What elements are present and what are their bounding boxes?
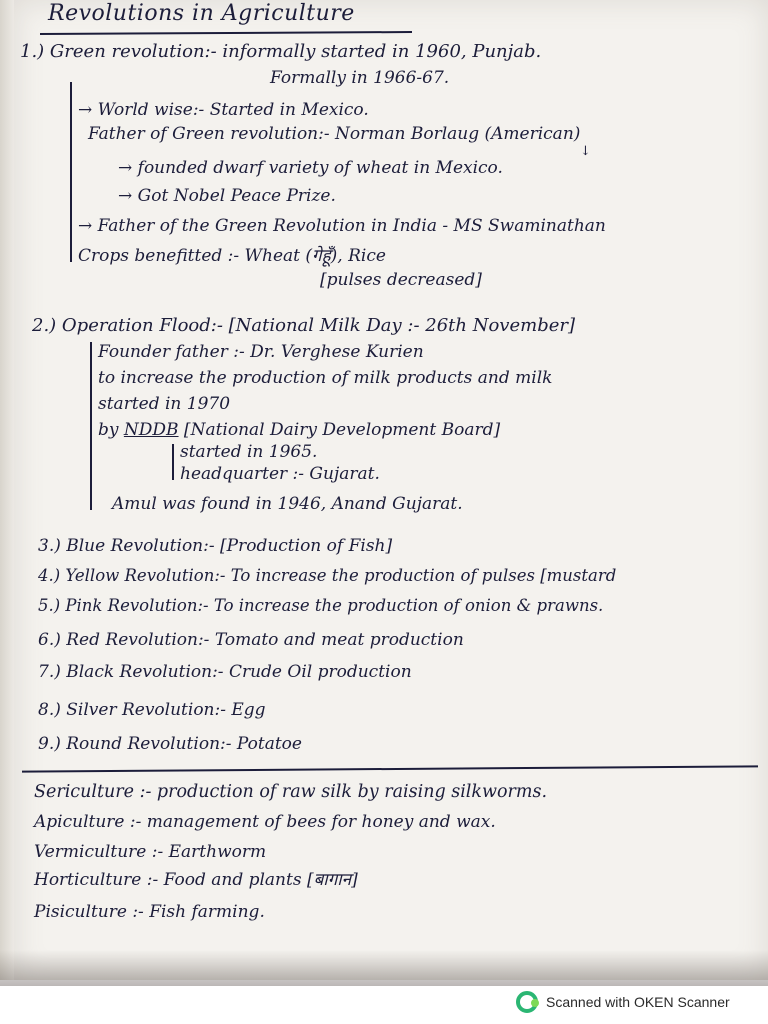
green-father: Father of Green revolution:- Norman Borlaug (American) [88,124,581,144]
flood-founder: Founder father :- Dr. Verghese Kurien [98,342,424,362]
green-nobel-prize: → Got Nobel Peace Prize. [118,186,336,206]
green-crops: Crops benefitted :- Wheat (गेहूँ), Rice [78,246,386,266]
revolution-item: 3.) Blue Revolution:- [Production of Fish] [38,536,393,556]
flood-by-prefix: by [98,420,124,440]
culture-item: Pisiculture :- Fish farming. [34,902,265,922]
scanner-label: Scanned with OKEN Scanner [546,994,730,1010]
green-dwarf-variety: → founded dwarf variety of wheat in Mexico. [118,158,503,178]
nddb-tree-line [172,444,174,480]
paper-edge [0,0,14,980]
flood-nddb: NDDB [123,420,179,440]
revolution-item: 8.) Silver Revolution:- Egg [38,700,266,720]
operation-flood-heading: 2.) Operation Flood:- [National Milk Day :- 26th November] [32,315,575,336]
flood-amul: Amul was found in 1946, Anand Gujarat. [112,494,463,514]
flood-increase: to increase the production of milk products and milk [98,368,553,388]
green-pulses: [pulses decreased] [320,270,482,290]
revolution-item: 4.) Yellow Revolution:- To increase the production of pulses [mustard [38,566,617,585]
green-formal-date: Formally in 1966-67. [270,68,450,88]
flood-started: started in 1970 [98,394,231,414]
revolution-item: 9.) Round Revolution:- Potatoe [38,734,302,754]
culture-item: Apiculture :- management of bees for honey and wax. [34,812,496,832]
culture-item: Vermiculture :- Earthworm [34,842,267,862]
green-india-father: → Father of the Green Revolution in India - MS Swaminathan [78,216,606,236]
culture-item: Horticulture :- Food and plants [बागान] [34,870,358,890]
culture-item: Sericulture :- production of raw silk by raising silkworms. [34,782,548,802]
notebook-page [14,0,768,980]
flood-nddb-line [98,420,500,440]
nddb-headquarter: headquarter :- Gujarat. [180,464,380,484]
revolution-item: 5.) Pink Revolution:- To increase the production of onion & prawns. [38,596,604,615]
revolution-item: 6.) Red Revolution:- Tomato and meat production [38,630,464,650]
page-shadow [0,950,768,986]
revolution-item: 7.) Black Revolution:- Crude Oil production [38,662,412,682]
flood-tree-line [90,342,92,510]
page-title: Revolutions in Agriculture [48,1,355,26]
green-worldwide: → World wise:- Started in Mexico. [78,100,369,120]
scanner-watermark [516,990,730,1014]
nddb-started: started in 1965. [180,442,318,462]
green-arrow-down: ↓ [580,144,591,159]
green-revolution-heading: 1.) Green revolution:- informally started in 1960, Punjab. [20,41,542,62]
flood-nddb-full: [National Dairy Development Board] [178,420,501,440]
green-tree-line [70,82,72,262]
scanner-logo-icon [516,991,538,1013]
